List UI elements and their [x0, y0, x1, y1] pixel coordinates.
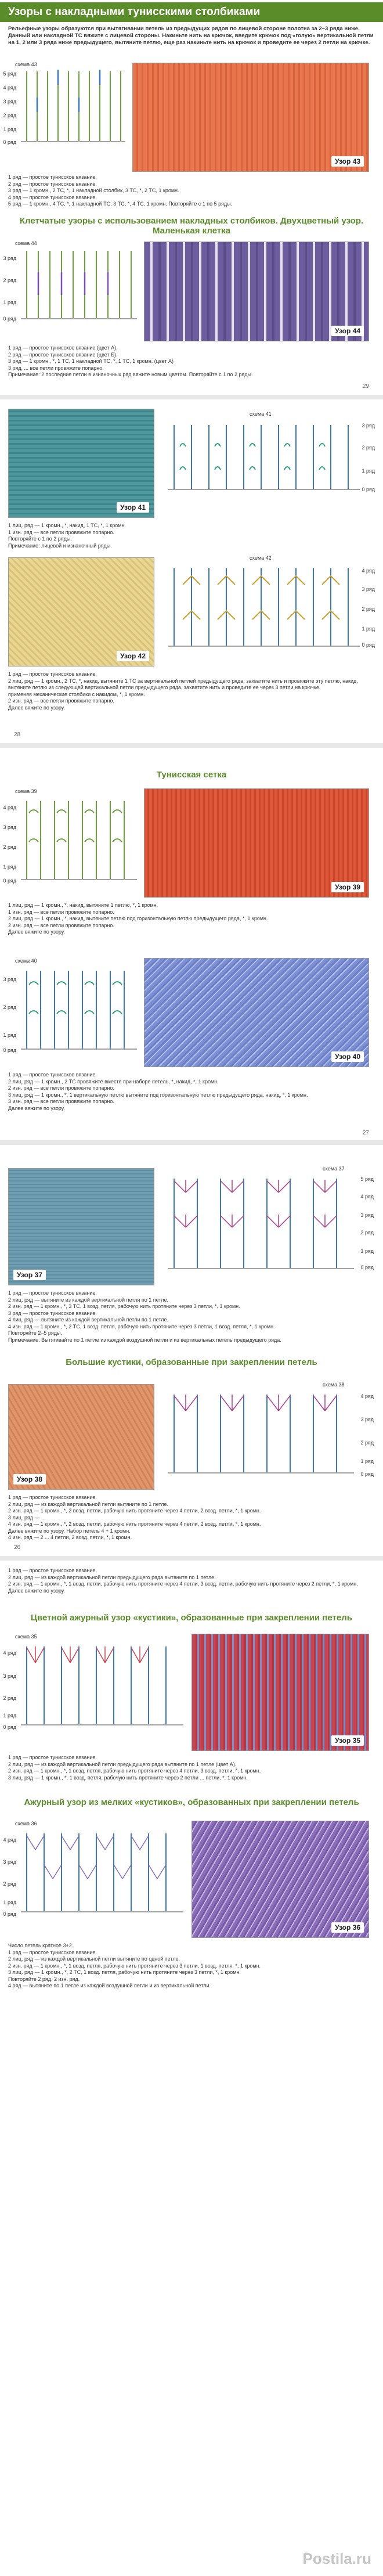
row-label: 4 ряд: [360, 1194, 374, 1199]
row-label: 2 ряд: [3, 1695, 16, 1701]
scheme-diagram-37: [168, 1175, 354, 1274]
row-label: 0 ряд: [360, 1471, 374, 1477]
row-label: 0 ряд: [3, 316, 16, 322]
row-label: 2 ряд: [3, 1004, 16, 1010]
row-label: 3 ряд: [3, 977, 16, 982]
row-label: 4 ряд: [360, 1393, 374, 1399]
block-text-37: 1 ряд — простое тунисское вязание. 2 лиц. ряд — вытяните из каждой вертикальной петли по 1 петле. 2 изн. ряд — 1 кромн., *, 3 ТС, 1 возд. петля, рабочую нить протяните через 3 петли, *, 1 кромн. 3 ряд — простое тунисское вязание. 4 лиц. ряд — вытяните из каждой вертикальной петли по 1 петле. 4 изн. ряд — 1 кромн., *, 2 ТС, 1 возд. петля, рабочую нить протяните через 3 петли, 1 возд. петля, *, 1 кромн. Повторяйте 2–5 ряды. Примечание. Вытягивайте по 1 петле из каждой воздушной петли и из вертикальных петель предыдущего ряда.: [8, 1290, 281, 1343]
swatch-41: [8, 409, 154, 518]
swatch-44: [144, 242, 369, 341]
row-label: 3 ряд: [362, 423, 375, 428]
swatch-42: [8, 557, 154, 666]
block-text-38: 1 ряд — простое тунисское вязание. 2 лиц. ряд — из каждой вертикальной петли вытяните по 1 петле. 2 изн. ряд — 1 кромн., *, 2 возд. петли, рабочую нить протяните через 4 петли, 2 возд. петли, *, 1 кромн. 3 лиц. ряд — ... 4 изн. ряд — 1 кромн., *, 2 возд. петли, рабочую нить протяните через 4 петли, 2 возд. петли, *, 1 кромн. Далее вяжите по узору. Набор петель 4 + 1 кромн. 4 изн. ряд — 2 ... 4 петли, 2 возд. петли, *, 1 кромн.: [8, 1494, 261, 1540]
swatch-38: [8, 1384, 154, 1490]
scheme-diagram-40: [21, 967, 137, 1054]
swatch-43: [132, 63, 369, 172]
intro-text: Рельефные узоры образуются при вытягивании петель из предыдущих рядов по лицевой стороне полотна за 2–3 ряда ниже. Данный или накладной ТС вяжите с лицевой стороны. Накиньте нить на крючок, введите крючок под «голую» вертикальной петли на 1, 2 или 3 ряда ниже предыдущего, вытяните петлю, еще раз накиньте нить на крючок и проведите ее через 2 петли на крючке.: [8, 26, 374, 46]
swatch-tag-42: Узор 42: [117, 651, 149, 661]
page-number: 29: [362, 383, 369, 390]
row-label: 5 ряд: [3, 71, 16, 77]
scheme-label-39: схема 39: [15, 788, 37, 794]
row-label: 2 ряд: [3, 1881, 16, 1887]
row-label: 0 ряд: [362, 642, 375, 648]
swatch-40: [144, 958, 369, 1067]
row-label: 4 ряд: [3, 1837, 16, 1843]
swatch-tag-38: Узор 38: [13, 1474, 46, 1485]
page-title: Узоры с накладными тунисскими столбиками: [8, 6, 261, 18]
row-label: 1 ряд: [3, 127, 16, 132]
section-title-3: Большие кустики, образованные при закреплении петель: [66, 1357, 317, 1367]
swatch-tag-41: Узор 41: [117, 502, 149, 513]
swatch-35: [192, 1634, 369, 1751]
watermark: Postila.ru: [302, 2550, 371, 2567]
swatch-tag-44: Узор 44: [331, 326, 364, 336]
page-number: 28: [14, 732, 21, 738]
scheme-diagram-41: [168, 420, 360, 496]
scheme-diagram-39: [21, 798, 137, 885]
row-label: 2 ряд: [362, 606, 375, 612]
page-header: [0, 2, 383, 22]
row-label: 1 ряд: [3, 1032, 16, 1038]
row-label: 1 ряд: [3, 1713, 16, 1718]
page-number: 26: [14, 1544, 21, 1551]
scheme-label-36: схема 36: [15, 1821, 37, 1826]
scheme-label-38: схема 38: [323, 1382, 345, 1388]
scheme-label-42: схема 42: [250, 555, 272, 561]
block-text-42: 1 ряд — простое тунисское вязание. 2 лиц. ряд — 1 кромн., 2 ТС, *, накид, вытяните 1 ТС за вертикальной петлей предыдущего ряда, захватите нить и провяжите эту петлю, накид, вытяните петлю из следующей вертикальной петли предыдущего ряда, захватите нить и проведите ее через 3 петли на крючке, применяя механические столбики с накидом, *, 1 кромн. 2 изн. ряд — все петли провяжите попарно. Далее вяжите по узору.: [8, 671, 358, 711]
scheme-label-44: схема 44: [15, 240, 37, 246]
scheme-diagram-43: [21, 69, 125, 147]
swatch-37: [8, 1168, 154, 1285]
row-label: 1 ряд: [3, 864, 16, 870]
block-text-44: 1 ряд — простое тунисское вязание (цвет А). 2 ряд — простое тунисское вязание (цвет Б). 3 ряд — 1 кромн., *, 1 ТС, 1 накладной ТС, *, 1 ТС, 1 кромн. (цвет А) 3 ряд, ... все петли провяжите попарно. Примечание: 2 последние петли в изнаночных ряд вяжите новым цветом. Повторяйте с 1 по 2 ряды.: [8, 345, 253, 377]
swatch-tag-36: Узор 36: [331, 1922, 364, 1933]
row-label: 4 ряд: [3, 85, 16, 91]
page-bottom-area: [0, 1997, 383, 2576]
swatch-36: [192, 1821, 369, 1938]
block-intro-35: 1 ряд — простое тунисское вязание. 2 лиц. ряд — из каждой вертикальной петли предыдущего ряда вытяните по 1 петле. 2 изн. ряд — 1 кромн., *, 1 возд. петли, рабочую нить протяните через 4 петли, 3 возд. петли, рабочую нить протяните через 2 петли, *, 1 кромн. Далее вяжите по узору.: [8, 1568, 358, 1594]
swatch-tag-37: Узор 37: [13, 1270, 46, 1280]
scheme-diagram-42: [168, 564, 360, 651]
scheme-diagram-35: [21, 1643, 183, 1730]
row-label: 3 ряд: [360, 1212, 374, 1218]
row-label: 0 ряд: [3, 1911, 16, 1917]
page-number: 27: [362, 1130, 369, 1136]
scheme-diagram-36: [21, 1830, 183, 1917]
row-label: 1 ряд: [3, 1900, 16, 1905]
scheme-diagram-38: [168, 1391, 354, 1478]
section-title-4: Цветной ажурный узор «кустики», образованные при закреплении петель: [31, 1613, 352, 1623]
row-label: 0 ряд: [3, 878, 16, 884]
row-label: 3 ряд: [3, 824, 16, 830]
row-label: 4 ряд: [3, 1650, 16, 1656]
row-label: 2 ряд: [360, 1440, 374, 1446]
swatch-39: [144, 788, 369, 898]
row-label: 3 ряд: [3, 99, 16, 105]
swatch-tag-43: Узор 43: [331, 156, 364, 167]
block-text-39: 1 лиц. ряд — 1 кромн., *, накид, вытяните 1 петлю, *, 1 кромн. 1 изн. ряд — все петли провяжите попарно. 2 лиц. ряд — 1 кромн., *, накид, вытяните петлю под горизонтальную петлю предыдущего ряда, *, 1 кромн. 2 изн. ряд — все петли провяжите попарно. Далее вяжите по узору.: [8, 902, 268, 935]
block-text-35: 1 ряд — простое тунисское вязание. 2 лиц. ряд — из каждой вертикальной петли предыдущего ряда вытяните по 1 петле (цвет А). 2 изн. ряд — 1 кромн., *, 1 возд. петля, рабочую нить протяните через 4 петли, 3 возд. петли, *, 1 кромн. 3 лиц. ряд — 1 кромн., *, 1 возд. петля, рабочую нить протяните через 2 петли ... петли, *, 1 кромн.: [8, 1754, 261, 1781]
row-label: 3 ряд: [3, 1673, 16, 1679]
row-label: 4 ряд: [362, 568, 375, 574]
swatch-tag-39: Узор 39: [331, 882, 364, 892]
row-label: 3 ряд: [362, 586, 375, 592]
row-label: 0 ряд: [360, 1264, 374, 1270]
block-text-43: 1 ряд — простое тунисское вязание. 2 ряд — простое тунисское вязание. 3 ряд — 1 кромн., 2 ТС, *, 1 накладной столбик, 3 ТС, *, 2 ТС, 1 кромн. 4 ряд — простое тунисское вязание. 5 ряд — 1 кромн., 4 ТС, *, 1 накладной ТС, 3 ТС, *, 4 ТС, 1 кромн. Повторяйте с 1 по 5 ряды.: [8, 174, 233, 207]
block-text-40: 1 ряд — простое тунисское вязание. 2 лиц. ряд — 1 кромн., 2 ТС провяжите вместе при наборе петель, *, накид, *, 1 кромн. 2 изн. ряд — все петли провяжите попарно. 3 лиц. ряд — 1 кромн., *, 1 вертикальную петлю вытяните под горизонтальную петлю предыдущего ряда, накид, *, 1 кромн. 3 изн. ряд — все петли провяжите попарно. Далее вяжите по узору.: [8, 1072, 308, 1111]
scheme-label-40: схема 40: [15, 958, 37, 964]
row-label: 0 ряд: [362, 487, 375, 492]
row-label: 2 ряд: [3, 278, 16, 283]
swatch-tag-35: Узор 35: [331, 1735, 364, 1746]
row-label: 1 ряд: [3, 300, 16, 305]
scheme-label-35: схема 35: [15, 1634, 37, 1640]
swatch-tag-40: Узор 40: [331, 1051, 364, 1062]
section-title-1: Клетчатые узоры с использованием накладных столбиков. Двухцветный узор. Маленькая клетка: [19, 216, 364, 236]
page-divider: [0, 743, 383, 748]
row-label: 0 ряд: [3, 139, 16, 145]
row-label: 0 ряд: [3, 1724, 16, 1730]
row-label: 3 ряд: [3, 1859, 16, 1865]
row-label: 2 ряд: [3, 113, 16, 118]
row-label: 3 ряд: [3, 255, 16, 261]
scheme-diagram-44: [21, 248, 137, 324]
row-label: 1 ряд: [362, 626, 375, 632]
page-divider: [0, 1556, 383, 1561]
row-label: 5 ряд: [360, 1176, 374, 1182]
row-label: 2 ряд: [360, 1230, 374, 1235]
row-label: 2 ряд: [3, 844, 16, 850]
row-label: 3 ряд: [360, 1417, 374, 1422]
row-label: 4 ряд: [3, 805, 16, 810]
scheme-label-43: схема 43: [15, 62, 37, 67]
row-label: 1 ряд: [362, 468, 375, 474]
section-title-5: Ажурный узор из мелких «кустиков», образованных при закреплении петель: [24, 1797, 359, 1807]
row-label: 1 ряд: [360, 1248, 374, 1254]
page-divider: [0, 1140, 383, 1145]
scheme-label-37: схема 37: [323, 1166, 345, 1172]
row-label: 2 ряд: [362, 445, 375, 451]
block-text-36: Число петель кратное 3+2. 1 ряд — простое тунисское вязание. 2 лиц. ряд — из каждой вертикальной петли вытяните по одной петле. 2 изн. ряд — 1 кромн., *, 1 возд. петля, рабочую нить протяните через 3 петли, 1 возд. петля, *, 1 кромн. 3 лиц. ряд — 1 кромн., *, 2 ТС, 1 возд. петля, рабочую нить протяните через 3 петли, *, 1 кромн. Повторяйте 2 ряд, 2 изн. ряд. 4 ряд — вытяните по 1 петле из каждой воздушной петли и из вертикальной петли.: [8, 1943, 261, 1988]
row-label: 1 ряд: [360, 1458, 374, 1464]
row-label: 0 ряд: [3, 1047, 16, 1053]
block-text-41: 1 лиц. ряд — 1 кромн., *, накид, 1 ТС, *, 1 кромн. 1 изн. ряд — все петли провяжите попарно. Повторяйте с 1 по 2 ряды. Примечание: лицевой и изнаночный ряды.: [8, 523, 126, 549]
section-title-2: Тунисская сетка: [156, 770, 227, 780]
scheme-label-41: схема 41: [250, 411, 272, 417]
page-divider: [0, 395, 383, 399]
